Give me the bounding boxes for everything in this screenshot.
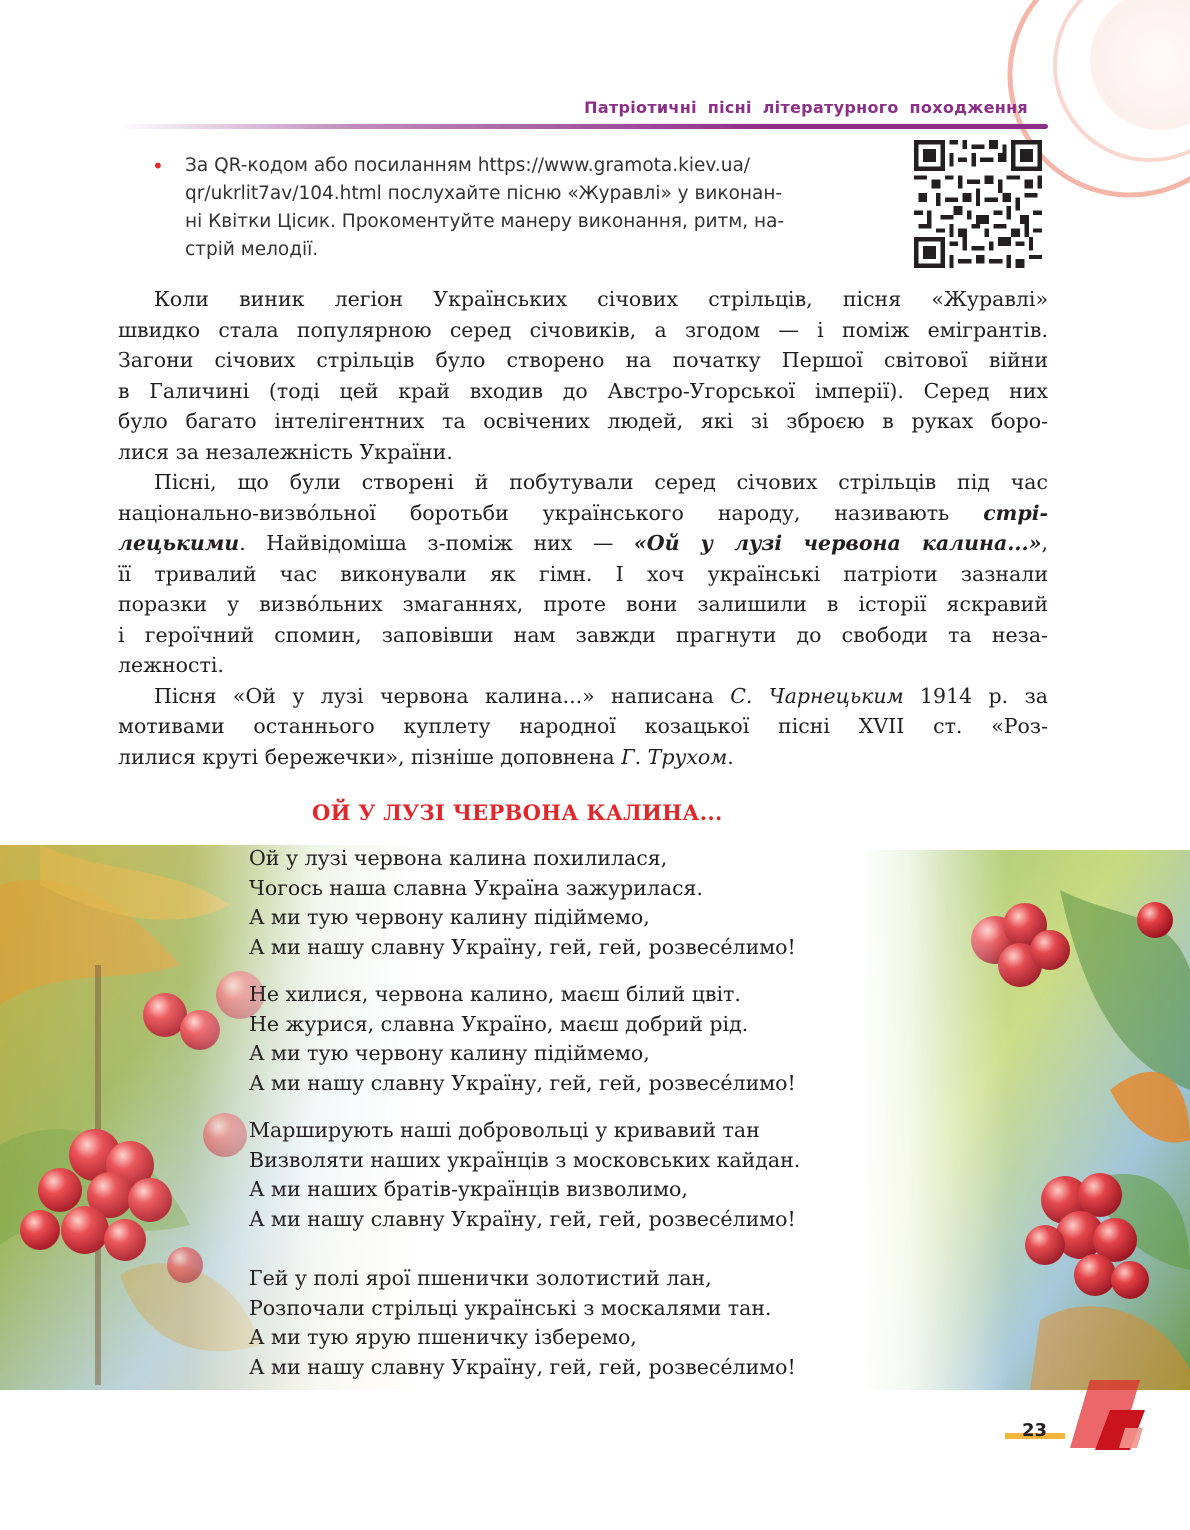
prose-line: Загони січових стрільців було створено на початку Першої світової війни [118, 348, 1048, 372]
song-title-emphasis: «Ой у лузі червона калина...» [633, 531, 1042, 555]
lyric-line: Ой у лузі червона калина похилилася, [249, 846, 668, 870]
page-number: 23 [1022, 1420, 1048, 1441]
activity-line: ні Квітки Цісик. Прокоментуйте манеру виконання, ритм, на- [185, 211, 785, 232]
running-header: Патріотичні пісні літературного походження [584, 98, 1028, 117]
prose-fragment: , [1041, 531, 1048, 555]
prose-line [118, 681, 1048, 712]
prose-line [118, 742, 1048, 773]
lyric-line: Визволяти наших українців з московських кайдан. [249, 1147, 801, 1172]
paragraph-2 [118, 467, 1048, 681]
body-prose [118, 284, 1048, 772]
stanza-1 [249, 844, 800, 962]
lyric-line: Розпочали стрільці українські з москалями тан. [249, 1295, 772, 1320]
author-name: С. Чарнецьким [730, 683, 904, 708]
bullet-marker: • [152, 154, 164, 178]
prose-fragment: лилися круті бережечки», пізніше доповнена [118, 744, 622, 769]
prose-line: було багато інтелігентних та освічених людей, які зі зброєю в руках боро- [118, 409, 1048, 433]
lyric-line: Марширують наші добровольці у кривавий тан [249, 1118, 760, 1142]
prose-line: Пісні, що були створені й побутували серед січових стрільців під час [154, 470, 1048, 494]
activity-text [185, 152, 875, 264]
song-title: ОЙ У ЛУЗІ ЧЕРВОНА КАЛИНА... [312, 800, 723, 825]
prose-line: поразки у визво́льних змаганнях, проте вони залишили в історії яскравий [118, 592, 1048, 616]
lyric-line: А ми наших братів-українців визволимо, [249, 1177, 688, 1201]
stanza-3 [249, 1116, 800, 1234]
stanza-4 [249, 1264, 800, 1382]
activity-line: За QR-кодом або посиланням https://www.gramota.kiev.ua/ [185, 155, 751, 176]
prose-fragment: Пісня «Ой у лузі червона калина...» написана [154, 683, 731, 708]
paragraph-1 [118, 284, 1048, 467]
lyric-line: А ми тую червону калину підіймемо, [249, 1041, 650, 1065]
prose-line: в Галичині (тоді цей край входив до Австро-Угорської імперії). Серед них [118, 378, 1048, 403]
lyric-line: Не хилися, червона калино, маєш білий цвіт. [249, 982, 741, 1006]
lyric-line: А ми нашу славну Україну, гей, гей, розвесе́лимо! [249, 1354, 796, 1379]
prose-line: і героїчний спомин, заповівши нам завжди прагнути до свободи та неза- [118, 622, 1048, 647]
header-rule [118, 124, 1048, 129]
prose-line: лежності. [118, 653, 224, 677]
prose-fragment: 1914 р. за [903, 683, 1048, 708]
prose-fragment: національно-визво́льної боротьби українського народу, називають [118, 500, 984, 525]
prose-line: Коли виник легіон Українських січових стрільців, пісня «Журавлі» [154, 287, 1048, 311]
lyric-line: А ми нашу славну Україну, гей, гей, розвесе́лимо! [249, 1206, 796, 1231]
paragraph-3 [118, 681, 1048, 773]
prose-line: лися за незалежність України. [118, 439, 453, 464]
song-lyrics [249, 844, 800, 1400]
lyric-line: Чогось наша славна Україна зажурилася. [249, 875, 703, 900]
term-emphasis: лецькими [118, 531, 240, 555]
qr-activity [152, 152, 875, 264]
lyric-line: А ми нашу славну Україну, гей, гей, розвесе́лимо! [249, 934, 796, 959]
lyric-line: А ми нашу славну Україну, гей, гей, розвесе́лимо! [249, 1070, 796, 1095]
qr-code[interactable] [914, 140, 1042, 268]
prose-line [118, 498, 1048, 529]
prose-line [118, 528, 1048, 559]
author-name: Г. Трухом [621, 744, 728, 769]
lyric-line: Не журися, славна Україно, маєш добрий рід. [249, 1011, 749, 1036]
lyric-line: Гей у полі ярої пшенички золотистий лан, [249, 1266, 712, 1290]
stanza-2 [249, 980, 800, 1098]
lyric-line: А ми тую червону калину підіймемо, [249, 905, 650, 929]
prose-fragment: . [727, 744, 734, 769]
lyric-line: А ми тую ярую пшеничку ізберемо, [249, 1325, 637, 1349]
activity-line: стрій мелодії. [185, 239, 319, 260]
prose-line: мотивами останнього куплету народної козацької пісні XVII ст. «Роз- [118, 714, 1048, 738]
viburnum-photo-right [860, 850, 1190, 1390]
prose-line: її тривалий час виконували як гімн. І хоч українські патріоти зазнали [118, 561, 1048, 586]
prose-fragment: . Найвідоміша з-поміж них — [239, 531, 634, 555]
term-emphasis: стрі- [983, 500, 1048, 525]
activity-line: qr/ukrlit7av/104.html послухайте пісню «Журавлі» у виконан- [185, 183, 783, 204]
prose-line: швидко стала популярною серед січовиків, а згодом — і поміж емігрантів. [118, 317, 1048, 342]
